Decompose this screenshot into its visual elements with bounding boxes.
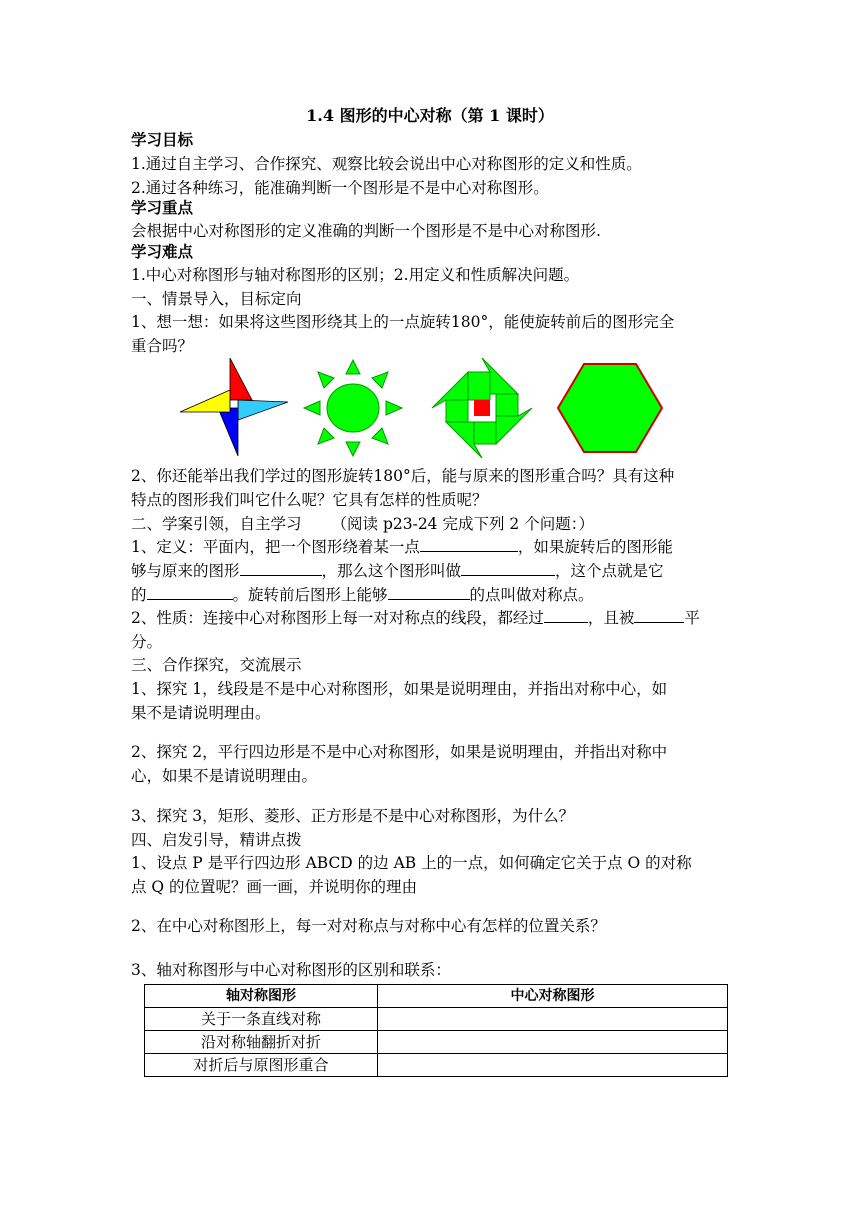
section3-heading: 三、合作探究，交流展示 [131, 656, 302, 674]
answer-blank[interactable] [388, 584, 470, 600]
objective-item-1: 1.通过自主学习、合作探究、观察比较会说出中心对称图形的定义和性质。 [131, 155, 642, 173]
section1-heading: 一、情景导入，目标定向 [131, 290, 302, 308]
property-text: 2、性质：连接中心对称图形上每一对对称点的线段，都经过 [131, 609, 544, 627]
sun-figure [302, 356, 406, 460]
section4-q2: 2、在中心对称图形上，每一对对称点与对称中心有怎样的位置关系？ [131, 917, 606, 935]
square-pattern-figure [430, 356, 534, 460]
hexagon-figure [554, 356, 666, 460]
pinwheel-cyan-triangle [238, 400, 288, 420]
table-cell-answer[interactable] [378, 1031, 728, 1054]
property-text: 平 [684, 609, 700, 627]
figures-row [178, 356, 678, 460]
table-header-central: 中心对称图形 [378, 985, 728, 1008]
explore2-line1: 2、探究 2，平行四边形是不是中心对称图形，如果是说明理由，并指出对称中 [131, 743, 668, 761]
explore1-line1: 1、探究 1，线段是不是中心对称图形，如果是说明理由，并指出对称中心，如 [131, 680, 668, 698]
table-row [145, 1008, 728, 1031]
definition-text: 1、定义：平面内，把一个图形绕着某一点 [131, 538, 420, 556]
pinwheel-center-square [230, 400, 238, 408]
pinwheel-red-triangle [230, 358, 252, 400]
answer-blank[interactable] [420, 536, 518, 552]
property-text: ，且被 [587, 609, 635, 627]
table-cell: 沿对称轴翻折对折 [145, 1031, 378, 1054]
section4-q1-line1: 1、设点 P 是平行四边形 ABCD 的边 AB 上的一点，如何确定它关于点 O 的对称 [131, 854, 692, 872]
definition-text: 的点叫做对称点。 [469, 586, 594, 604]
answer-blank[interactable] [147, 584, 233, 600]
section2-note: （阅读 p23-24 完成下列 2 个问题：） [331, 515, 594, 533]
section2-heading-line [131, 512, 731, 536]
property-line-2: 分。 [131, 633, 163, 651]
pinwheel-figure [178, 356, 290, 460]
section1-q2-line1: 2、你还能举出我们学过的图形旋转180°后，能与原来的图形重合吗？具有这种 [131, 467, 675, 485]
table-header-axial: 轴对称图形 [145, 985, 378, 1008]
table-cell: 对折后与原图形重合 [145, 1054, 378, 1077]
page-title: 1.4 图形的中心对称（第 1 课时） [306, 106, 554, 125]
table-row [145, 1031, 728, 1054]
property-line-1 [131, 606, 731, 630]
explore2-line2: 心，如果不是请说明理由。 [131, 767, 318, 785]
definition-text: ，那么这个图形叫做 [321, 562, 462, 580]
answer-blank[interactable] [240, 560, 322, 576]
definition-text: ，这个点就是它 [555, 562, 664, 580]
table-cell-answer[interactable] [378, 1008, 728, 1031]
section4-heading: 四、启发引导，精讲点拨 [131, 831, 302, 849]
explore1-line2: 果不是请说明理由。 [131, 704, 271, 722]
section1-q2-line2: 特点的图形我们叫它什么呢？它具有怎样的性质呢？ [131, 491, 488, 509]
objectives-heading: 学习目标 [131, 130, 194, 149]
answer-blank[interactable] [634, 607, 684, 623]
definition-text: 够与原来的图形 [131, 562, 240, 580]
definition-text: ，如果旋转后的图形能 [517, 538, 673, 556]
comparison-table [144, 984, 728, 1077]
table-cell-answer[interactable] [378, 1054, 728, 1077]
key-point-text: 会根据中心对称图形的定义准确的判断一个图形是不是中心对称图形. [131, 222, 601, 240]
definition-text: 的 [131, 586, 147, 604]
explore3: 3、探究 3，矩形、菱形、正方形是不是中心对称图形，为什么？ [131, 807, 575, 825]
table-cell: 关于一条直线对称 [145, 1008, 378, 1031]
pinwheel-yellow-triangle [180, 390, 230, 412]
answer-blank[interactable] [461, 560, 555, 576]
difficulty-heading: 学习难点 [131, 242, 194, 261]
definition-line-2 [131, 559, 731, 583]
sun-center-circle [327, 384, 379, 432]
difficulty-text: 1.中心对称图形与轴对称图形的区别；2.用定义和性质解决问题。 [131, 266, 580, 284]
pinwheel-blue-triangle [218, 408, 238, 456]
section4-q3: 3、轴对称图形与中心对称图形的区别和联系： [131, 961, 451, 979]
definition-line-3 [131, 583, 731, 607]
section1-q1-line2: 重合吗？ [131, 337, 194, 355]
objective-item-2: 2.通过各种练习，能准确判断一个图形是不是中心对称图形。 [131, 179, 549, 197]
square-pattern-red-center [474, 400, 490, 416]
table-row [145, 1054, 728, 1077]
key-point-heading: 学习重点 [131, 198, 194, 217]
hexagon-shape [558, 364, 662, 452]
answer-blank[interactable] [544, 607, 588, 623]
section1-q1-line1: 1、想一想：如果将这些图形绕其上的一点旋转180°，能使旋转前后的图形完全 [131, 313, 675, 331]
section2-heading: 二、学案引领，自主学习 [131, 515, 302, 533]
table-header-row [145, 985, 728, 1008]
definition-text: 。旋转前后图形上能够 [232, 586, 388, 604]
definition-line-1 [131, 535, 731, 559]
section4-q1-line2: 点 Q 的位置呢？画一画，并说明你的理由 [131, 878, 418, 896]
